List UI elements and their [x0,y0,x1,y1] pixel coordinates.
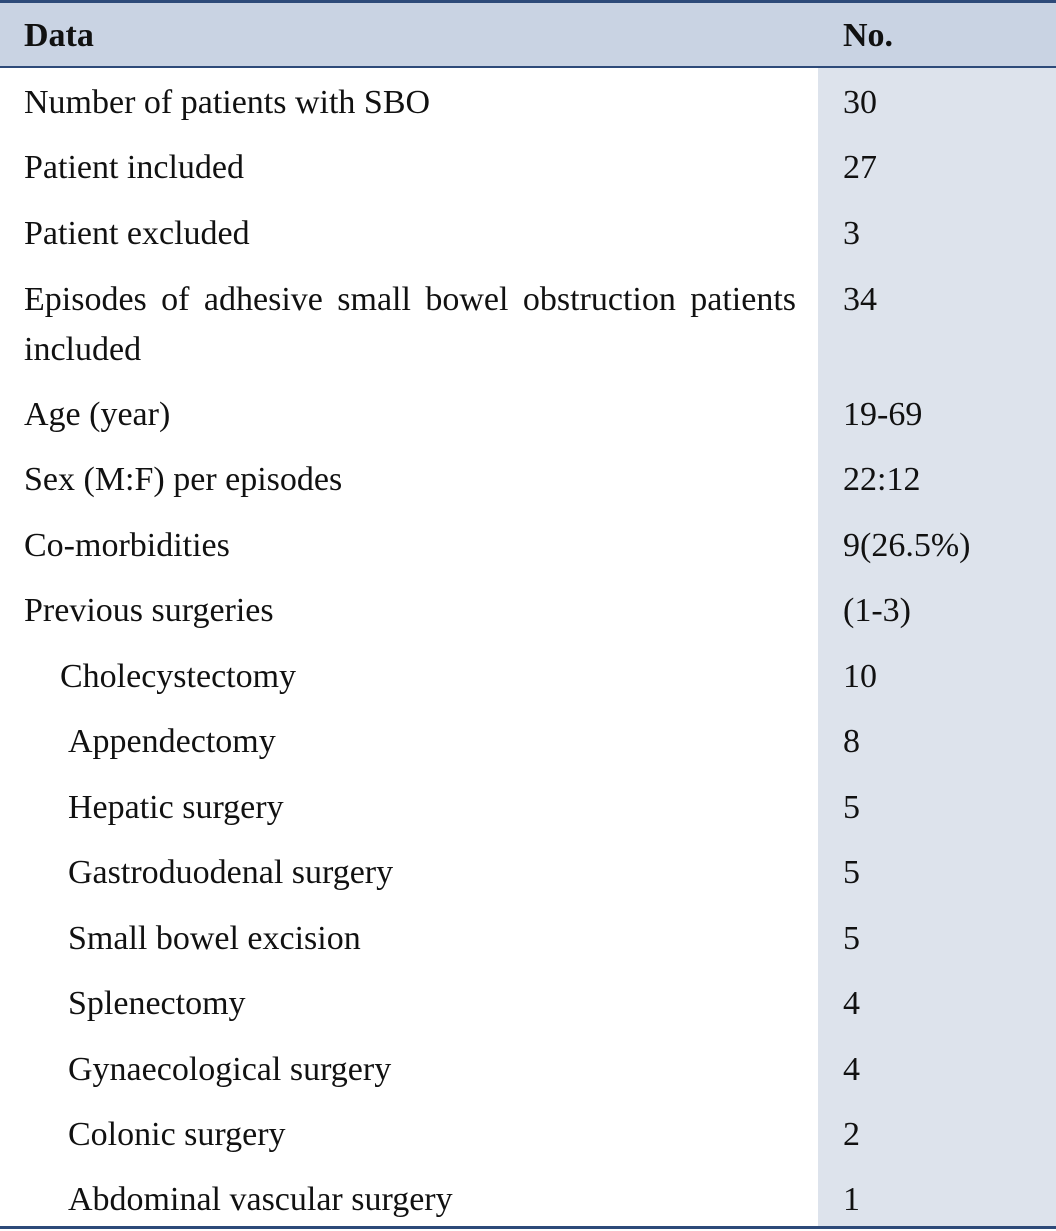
row-label: Patient excluded [24,215,250,252]
row-label: Patient included [24,149,245,186]
row-value: 8 [843,723,860,760]
row-value: 5 [843,789,860,826]
row-value: 27 [843,149,877,186]
row-value: 4 [843,1051,860,1088]
row-value: 9(26.5%) [843,527,971,564]
row-label: Sex (M:F) per episodes [24,461,343,498]
header-data: Data [24,17,94,54]
row-label: Gynaecological surgery [68,1051,392,1088]
row-value: 1 [843,1181,860,1218]
row-label: Previous surgeries [24,592,274,629]
row-label: Age (year) [24,396,171,433]
row-value: 19-69 [843,396,923,433]
row-value: 22:12 [843,461,921,498]
row-value: 10 [843,658,877,695]
row-value: 2 [843,1116,860,1153]
row-value: (1-3) [843,592,911,629]
row-value: 5 [843,920,860,957]
row-label: Small bowel excision [68,920,361,957]
row-value: 3 [843,215,860,252]
row-value: 5 [843,854,860,891]
row-value: 4 [843,985,860,1022]
table-bottom-rule [0,1226,1056,1229]
row-value: 34 [843,281,877,318]
row-value: 30 [843,84,877,121]
row-label: Number of patients with SBO [24,84,431,121]
row-label: Episodes of adhesive small bowel obstruction patients included [24,281,796,368]
row-label: Colonic surgery [68,1116,286,1153]
row-label: Cholecystectomy [60,658,297,695]
table-header-row [0,3,1056,68]
header-no: No. [843,17,894,54]
row-label: Co-morbidities [24,527,230,564]
row-label: Splenectomy [68,985,246,1022]
row-label: Appendectomy [68,723,276,760]
table-body [0,68,1056,1228]
row-label: Abdominal vascular surgery [68,1181,453,1218]
row-label: Hepatic surgery [68,789,284,826]
row-label: Gastroduodenal surgery [68,854,394,891]
